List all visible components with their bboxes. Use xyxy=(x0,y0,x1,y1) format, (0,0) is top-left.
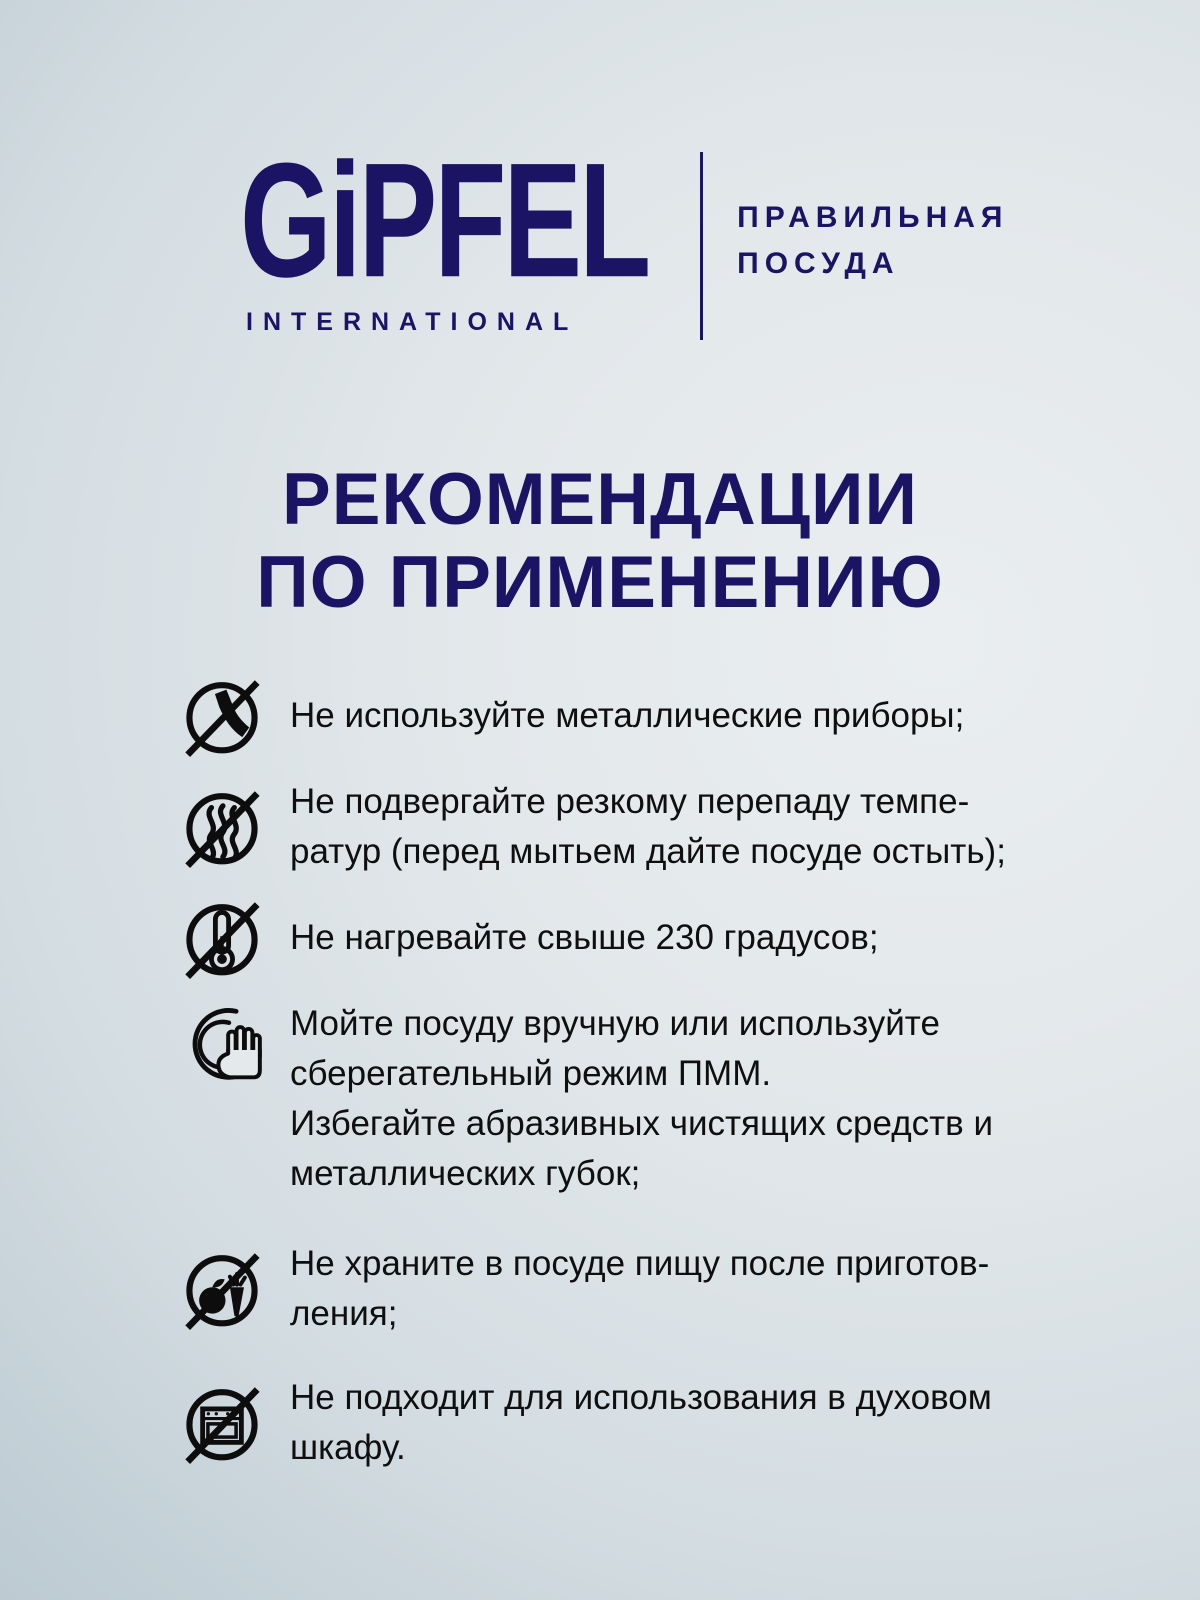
recommendation-row xyxy=(178,999,1058,1199)
gipfel-logo xyxy=(240,129,649,340)
recommendation-row xyxy=(178,1373,1058,1473)
recommendation-text xyxy=(290,1373,992,1473)
recommendation-line: металлических губок; xyxy=(290,1154,641,1193)
no-thermal-shock-icon xyxy=(178,783,266,871)
no-overheat-icon xyxy=(178,894,266,982)
recommendation-line: Не подвергайте резкому перепаду темпе- xyxy=(290,782,970,821)
no-metal-utensils-icon xyxy=(178,672,266,760)
recommendation-line: сберегательный режим ПММ. xyxy=(290,1054,772,1093)
page-title-line-1: РЕКОМЕНДАЦИИ xyxy=(282,459,918,540)
brand-tagline xyxy=(737,152,1008,340)
brand-block xyxy=(240,129,1009,340)
tagline-line-2: ПОСУДА xyxy=(737,247,900,280)
recommendation-row xyxy=(178,777,1058,877)
recommendation-row xyxy=(178,1239,1058,1339)
page-title xyxy=(0,458,1200,624)
recommendation-row xyxy=(178,894,1058,982)
recommendation-line: Не нагревайте свыше 230 градусов; xyxy=(290,918,879,957)
recommendation-line: Не храните в посуде пищу после приготов- xyxy=(290,1244,990,1283)
recommendation-text xyxy=(290,691,964,741)
no-food-storage-icon xyxy=(178,1245,266,1333)
recommendation-text xyxy=(290,999,993,1199)
hand-wash-icon xyxy=(178,999,266,1087)
tagline-line-1: ПРАВИЛЬНАЯ xyxy=(737,201,1009,234)
recommendation-line: Не используйте металлические приборы; xyxy=(290,696,965,735)
brand-divider xyxy=(700,152,703,340)
recommendation-line: шкафу. xyxy=(290,1428,406,1467)
no-oven-icon xyxy=(178,1379,266,1467)
recommendation-text xyxy=(290,1239,989,1339)
recommendation-row xyxy=(178,672,1058,760)
recommendation-text xyxy=(290,777,1006,877)
recommendation-line: Не подходит для использования в духовом xyxy=(290,1378,992,1417)
recommendation-line: ратур (перед мытьем дайте посуде остыть); xyxy=(290,832,1006,871)
page-title-line-2: ПО ПРИМЕНЕНИЮ xyxy=(256,542,944,623)
recommendation-line: Мойте посуду вручную или используйте xyxy=(290,1004,940,1043)
gipfel-logo-subtext: INTERNATIONAL xyxy=(246,308,579,336)
recommendation-text xyxy=(290,913,879,963)
gipfel-logo-wordmark: GiPFEL xyxy=(240,129,649,313)
recommendation-line: ления; xyxy=(290,1294,398,1333)
recommendation-line: Избегайте абразивных чистящих средств и xyxy=(290,1104,994,1143)
recommendations-list xyxy=(178,672,1058,1490)
